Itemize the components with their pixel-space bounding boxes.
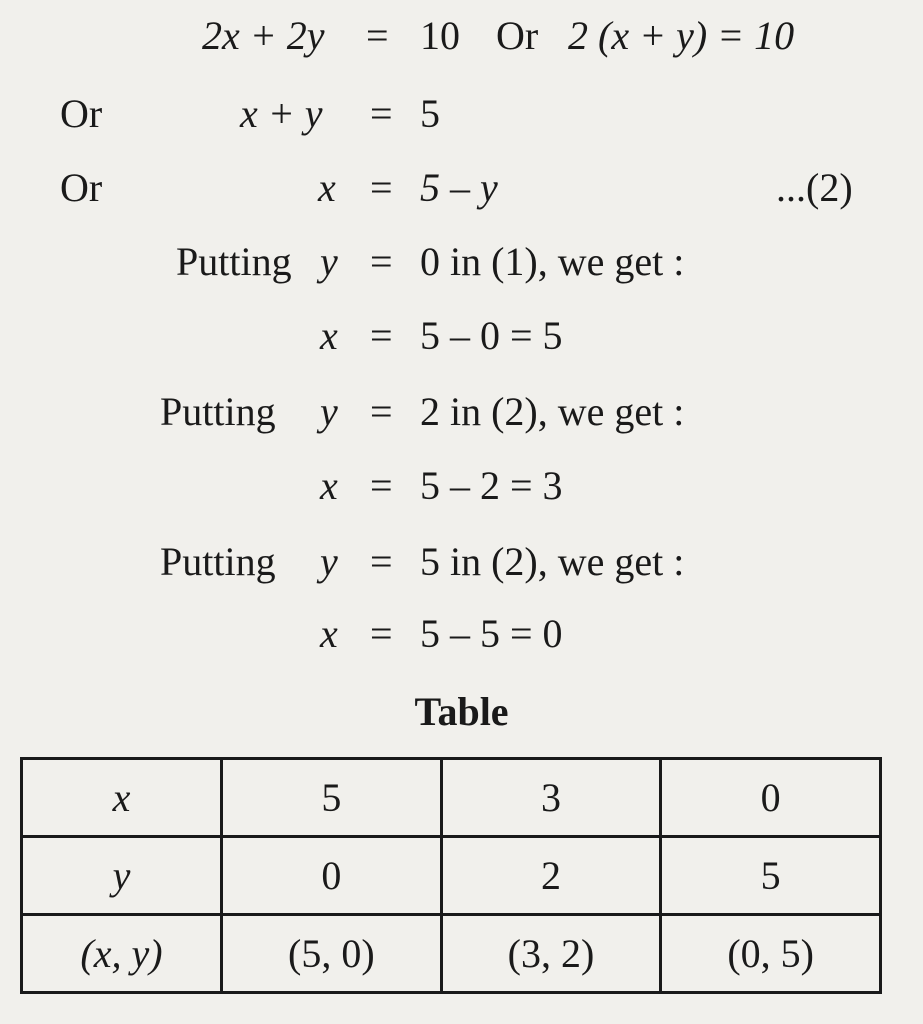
- or-word: Or: [60, 91, 103, 136]
- table-cell: 0: [222, 837, 442, 915]
- equals-sign: =: [370, 389, 393, 434]
- table-row-x: [22, 759, 881, 837]
- putting-word: Putting: [160, 389, 276, 434]
- equals-sign: =: [370, 463, 393, 508]
- equation-rhs: 5 – y: [420, 165, 498, 210]
- equation-rhs: 5: [420, 91, 440, 136]
- equation-lhs: y: [320, 389, 338, 434]
- equation-lhs: y: [320, 239, 338, 284]
- table-cell: (0, 5): [661, 915, 881, 993]
- row-header: y: [22, 837, 222, 915]
- table-title: Table: [414, 689, 509, 734]
- table-cell: 3: [441, 759, 661, 837]
- equation-alt: 2 (x + y) = 10: [568, 13, 795, 58]
- equals-sign: =: [366, 13, 389, 58]
- table-row-xy: [22, 915, 881, 993]
- equals-sign: =: [370, 611, 393, 656]
- equation-tag: ...(2): [776, 165, 853, 210]
- equation-rhs: 5 in (2), we get :: [420, 539, 685, 584]
- equals-sign: =: [370, 539, 393, 584]
- equation-lhs: 2x + 2y: [202, 13, 325, 58]
- equation-rhs: 2 in (2), we get :: [420, 389, 685, 434]
- equals-sign: =: [370, 313, 393, 358]
- equals-sign: =: [370, 165, 393, 210]
- equation-lhs: y: [320, 539, 338, 584]
- table-cell: 5: [222, 759, 442, 837]
- equation-lhs: x: [320, 463, 338, 508]
- row-header: x: [22, 759, 222, 837]
- equation-lhs: x: [318, 165, 336, 210]
- equation-lhs: x + y: [240, 91, 323, 136]
- equation-lhs: x: [320, 611, 338, 656]
- table-row-y: [22, 837, 881, 915]
- equation-rhs: 5 – 2 = 3: [420, 463, 563, 508]
- equation-lhs: x: [320, 313, 338, 358]
- equals-sign: =: [370, 239, 393, 284]
- table-cell: 2: [441, 837, 661, 915]
- equation-rhs: 10: [420, 13, 460, 58]
- putting-word: Putting: [176, 239, 292, 284]
- equation-rhs: 0 in (1), we get :: [420, 239, 685, 284]
- equation-rhs: 5 – 5 = 0: [420, 611, 563, 656]
- values-table: [20, 757, 882, 994]
- or-word: Or: [496, 13, 539, 58]
- table-cell: (3, 2): [441, 915, 661, 993]
- table-cell: 0: [661, 759, 881, 837]
- equals-sign: =: [370, 91, 393, 136]
- equation-rhs: 5 – 0 = 5: [420, 313, 563, 358]
- table-cell: (5, 0): [222, 915, 442, 993]
- row-header: (x, y): [22, 915, 222, 993]
- or-word: Or: [60, 165, 103, 210]
- table-cell: 5: [661, 837, 881, 915]
- putting-word: Putting: [160, 539, 276, 584]
